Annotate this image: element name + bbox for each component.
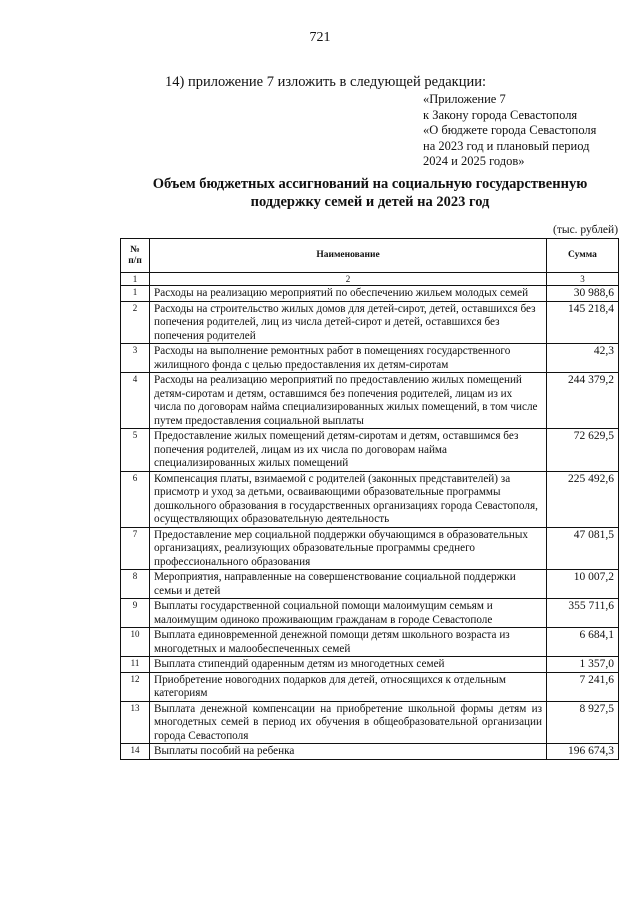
document-title: [100, 175, 640, 211]
row-number: 8: [121, 570, 150, 599]
row-sum: 47 081,5: [547, 527, 619, 570]
header-number-line: п/п: [128, 256, 142, 266]
table-header-row: [121, 239, 619, 273]
table-row: [121, 628, 619, 657]
row-number: 7: [121, 527, 150, 570]
header-name: Наименование: [150, 239, 547, 273]
annex-heading-line: к Закону города Севастополя: [423, 107, 578, 122]
row-number: 9: [121, 599, 150, 628]
row-sum: 30 988,6: [547, 286, 619, 302]
row-name: Выплаты государственной социальной помощи малоимущим семьям и малоимущим одиноко проживающим гражданам в городе Севастополе: [150, 599, 547, 628]
column-index-row: [121, 273, 619, 286]
row-name: Приобретение новогодних подарков для детей, относящихся к отдельным категориям: [150, 672, 547, 701]
row-number: 10: [121, 628, 150, 657]
row-name: Предоставление жилых помещений детям-сиротам и детям, оставшимся без попечения родителей, лицам из их числа по договорам найма специализированных жилых помещений: [150, 429, 547, 472]
annex-heading-line: «Приложение 7: [423, 92, 506, 106]
row-name: Мероприятия, направленные на совершенствование социальной поддержки семьи и детей: [150, 570, 547, 599]
page-number: 721: [309, 30, 331, 45]
row-name: Выплаты пособий на ребенка: [150, 744, 547, 760]
table-row: [121, 672, 619, 701]
row-sum: 8 927,5: [547, 701, 619, 744]
table-row: [121, 599, 619, 628]
column-index: 1: [121, 273, 150, 286]
row-number: 6: [121, 471, 150, 527]
row-name: Предоставление мер социальной поддержки обучающимся в образовательных организациях, реализующих образовательные программы среднего профессионального образования: [150, 527, 547, 570]
row-sum: 145 218,4: [547, 301, 619, 344]
document-title-line: Объем бюджетных ассигнований на социальную государственную: [152, 176, 588, 192]
annex-heading-line: на 2023 год и плановый период: [423, 138, 590, 153]
row-number: 14: [121, 744, 150, 760]
annex-heading: [423, 92, 596, 170]
table-row: [121, 527, 619, 570]
row-number: 1: [121, 286, 150, 302]
row-name: Компенсация платы, взимаемой с родителей (законных представителей) за присмотр и уход за детьми, осваивающими образовательные программы дошкольного образования в государственных организациях города Севастополя, осуществляющих образовательную деятельность: [150, 471, 547, 527]
row-sum: 42,3: [547, 344, 619, 373]
table-row: [121, 570, 619, 599]
row-number: 4: [121, 373, 150, 429]
document-title-line: поддержку семей и детей на 2023 год: [250, 194, 490, 210]
table-row: [121, 373, 619, 429]
table-row: [121, 344, 619, 373]
row-sum: 244 379,2: [547, 373, 619, 429]
row-name: Выплата стипендий одаренным детям из многодетных семей: [150, 657, 547, 673]
row-name: Выплата единовременной денежной помощи детям школьного возраста из многодетных и малообеспеченных семей: [150, 628, 547, 657]
unit-note: (тыс. рублей): [553, 224, 619, 236]
row-number: 11: [121, 657, 150, 673]
row-sum: 10 007,2: [547, 570, 619, 599]
row-name: Расходы на реализацию мероприятий по предоставлению жилых помещений детям-сиротам и детям, оставшимся без попечения родителей, лицам из их числа по договорам найма специализированных жилых помещений, в том числе путем предоставления социальной выплаты: [150, 373, 547, 429]
header-number: [121, 239, 150, 273]
row-sum: 196 674,3: [547, 744, 619, 760]
row-name: Расходы на выполнение ремонтных работ в помещениях государственного жилищного фонда с целью предоставления их детям-сиротам: [150, 344, 547, 373]
row-name: Выплата денежной компенсации на приобретение школьной формы детям из многодетных семей в период их обучения в общеобразовательной организации города Севастополя: [150, 701, 547, 744]
row-number: 3: [121, 344, 150, 373]
row-sum: 6 684,1: [547, 628, 619, 657]
table-row: [121, 701, 619, 744]
row-number: 5: [121, 429, 150, 472]
column-index: 3: [547, 273, 619, 286]
table-row: [121, 301, 619, 344]
header-sum: Сумма: [547, 239, 619, 273]
row-sum: 72 629,5: [547, 429, 619, 472]
annex-heading-line: «О бюджете города Севастополя: [423, 123, 597, 137]
row-name: Расходы на реализацию мероприятий по обеспечению жильем молодых семей: [150, 286, 547, 302]
table-row: [121, 744, 619, 760]
row-sum: 1 357,0: [547, 657, 619, 673]
row-sum: 7 241,6: [547, 672, 619, 701]
table-row: [121, 286, 619, 302]
amendment-instruction: 14) приложение 7 изложить в следующей редакции:: [165, 74, 487, 90]
row-name: Расходы на строительство жилых домов для детей-сирот, детей, оставшихся без попечения родителей, лиц из числа детей-сирот и детей, оставшихся без попечения родителей: [150, 301, 547, 344]
row-number: 2: [121, 301, 150, 344]
row-number: 12: [121, 672, 150, 701]
annex-heading-line: 2024 и 2025 годов»: [423, 154, 525, 168]
header-number-line: №: [130, 245, 140, 255]
table-row: [121, 471, 619, 527]
row-sum: 355 711,6: [547, 599, 619, 628]
budget-table: [120, 238, 619, 760]
column-index: 2: [150, 273, 547, 286]
row-number: 13: [121, 701, 150, 744]
row-sum: 225 492,6: [547, 471, 619, 527]
table-row: [121, 657, 619, 673]
table-row: [121, 429, 619, 472]
